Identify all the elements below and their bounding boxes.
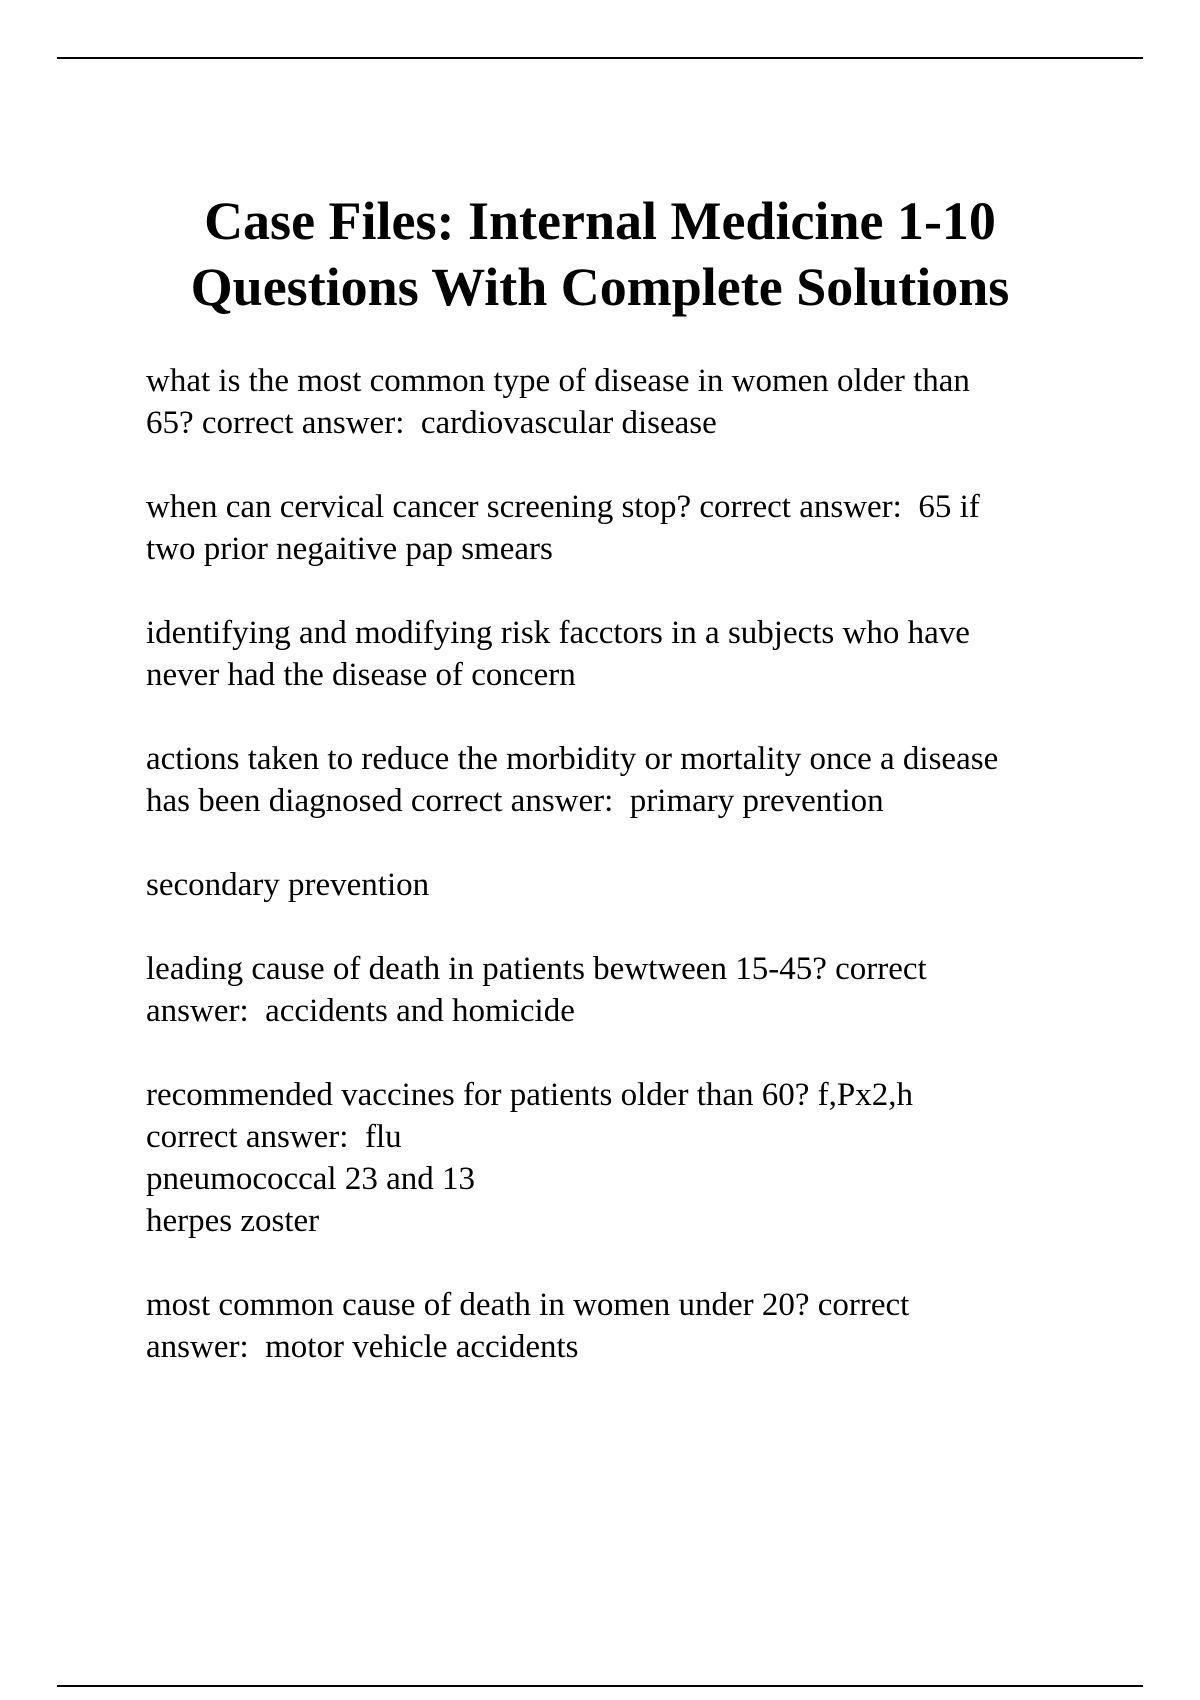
top-rule — [57, 57, 1143, 59]
text-line: identifying and modifying risk facctors in a subjects who have — [146, 615, 970, 651]
text-line: answer: motor vehicle accidents — [146, 1329, 579, 1365]
text-line: actions taken to reduce the morbidity or mortality once a disease — [146, 741, 999, 777]
text-line: recommended vaccines for patients older than 60? f,Px2,h — [146, 1077, 913, 1113]
text-line: has been diagnosed correct answer: primary prevention — [146, 783, 884, 819]
document-title — [0, 188, 1200, 320]
qa-item — [146, 738, 1106, 822]
qa-item — [146, 864, 1106, 906]
text-line: never had the disease of concern — [146, 657, 576, 693]
title-line-2: Questions With Complete Solutions — [190, 257, 1010, 317]
text-line: 65? correct answer: cardiovascular disease — [146, 405, 717, 441]
qa-item — [146, 360, 1106, 444]
qa-item — [146, 1074, 1106, 1242]
qa-item — [146, 948, 1106, 1032]
title-line-1: Case Files: Internal Medicine 1-10 — [204, 191, 996, 251]
text-line: leading cause of death in patients bewtween 15-45? correct — [146, 951, 927, 987]
text-line: answer: accidents and homicide — [146, 993, 575, 1029]
qa-content — [146, 360, 1106, 1410]
text-line: secondary prevention — [146, 867, 430, 903]
text-line: correct answer: flu — [146, 1119, 402, 1155]
bottom-rule — [57, 1685, 1143, 1687]
text-line: when can cervical cancer screening stop? correct answer: 65 if — [146, 489, 980, 525]
qa-item — [146, 612, 1106, 696]
text-line: two prior negaitive pap smears — [146, 531, 553, 567]
text-line: herpes zoster — [146, 1203, 320, 1239]
text-line: pneumococcal 23 and 13 — [146, 1161, 475, 1197]
text-line: what is the most common type of disease in women older than — [146, 363, 970, 399]
text-line: most common cause of death in women under 20? correct — [146, 1287, 910, 1323]
qa-item — [146, 1284, 1106, 1368]
qa-item — [146, 486, 1106, 570]
